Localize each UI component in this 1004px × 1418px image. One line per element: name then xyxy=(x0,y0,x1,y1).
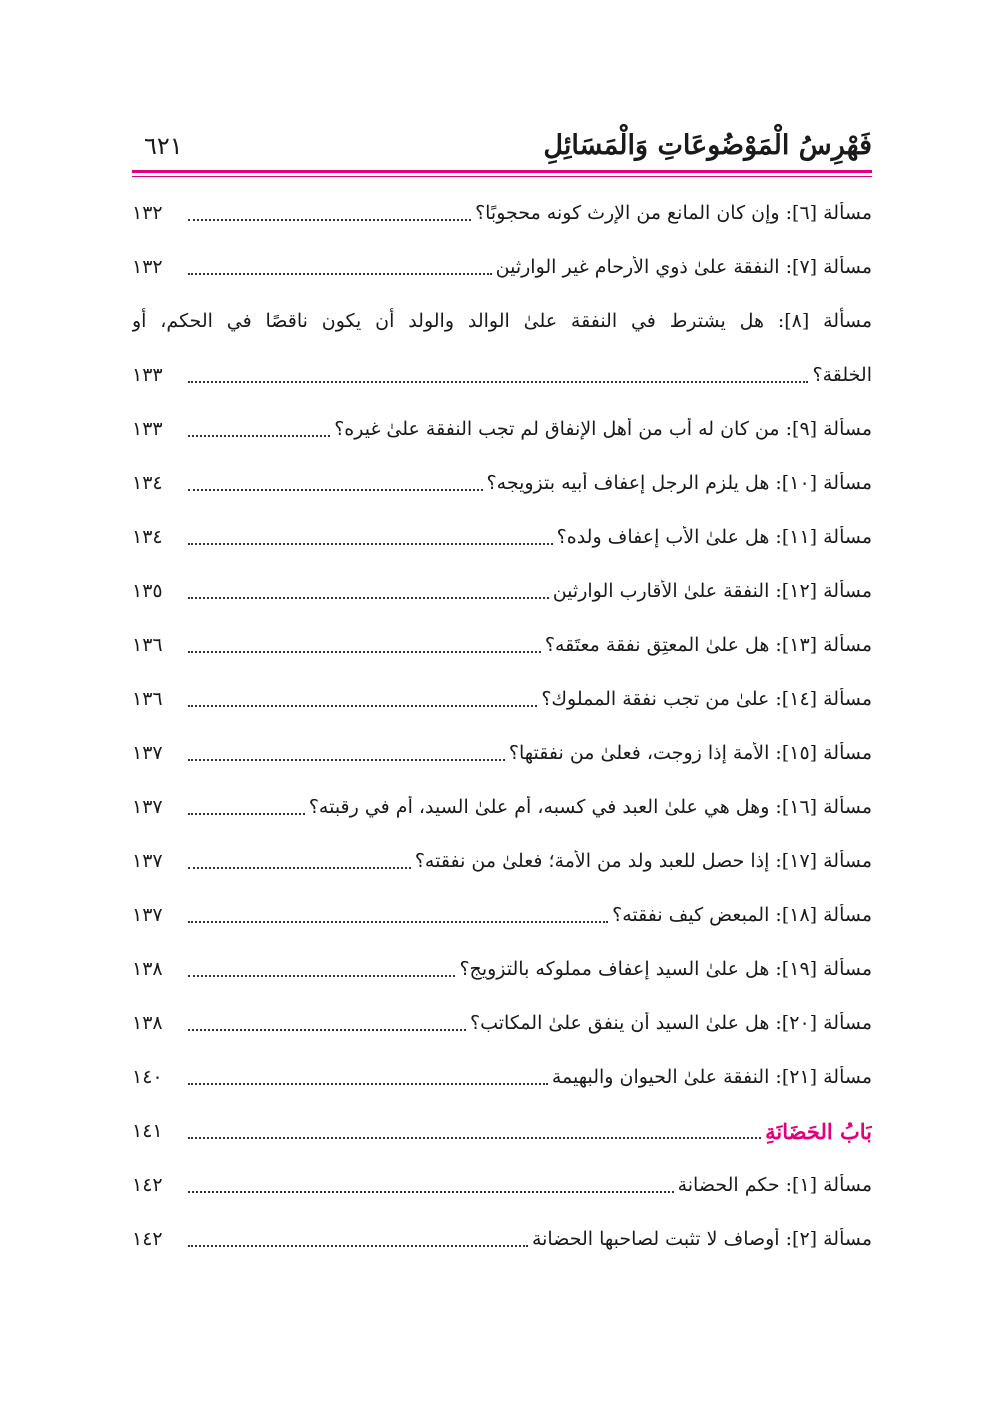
toc-entry-title: مسألة [١٤]: علىٰ من تجب نفقة المملوك؟ xyxy=(541,688,872,710)
toc-entry-title-line-2: الخلقة؟ xyxy=(812,364,872,386)
toc-entry-page: ١٣٧ xyxy=(132,796,163,818)
toc-entry-page: ١٣٧ xyxy=(132,742,163,764)
toc-entry-page: ١٤٠ xyxy=(132,1066,163,1088)
toc-entry-title: مسألة [٩]: من كان له أب من أهل الإنفاق لم تجب النفقة علىٰ غيره؟ xyxy=(334,418,872,440)
toc-entry-page: ١٣٢ xyxy=(132,202,163,224)
toc-entry-issue-14 xyxy=(132,672,872,726)
toc-entry-page: ١٣٣ xyxy=(132,364,163,386)
dot-leader xyxy=(188,273,492,275)
toc-entry-page: ١٣٦ xyxy=(132,634,163,656)
toc-entry-title: مسألة [١٨]: المبعض كيف نفقته؟ xyxy=(612,904,872,926)
toc-entry-issue-12 xyxy=(132,564,872,618)
dot-leader xyxy=(188,219,471,221)
dot-leader xyxy=(188,867,411,869)
toc-entry-page: ١٣٣ xyxy=(132,418,163,440)
toc-entry-title: مسألة [٢٠]: هل علىٰ السيد أن ينفق علىٰ المكاتب؟ xyxy=(470,1012,872,1034)
dot-leader xyxy=(188,1083,548,1085)
toc-entry-page: ١٤٢ xyxy=(132,1228,163,1250)
dot-leader xyxy=(188,1191,674,1193)
toc-entry-title-line-1: مسألة [٨]: هل يشترط في النفقة علىٰ الوالد والولد أن يكون ناقصًا في الحكم، أو xyxy=(132,310,872,332)
toc-entry-issue-20 xyxy=(132,996,872,1050)
toc-entry-title: مسألة [٧]: النفقة علىٰ ذوي الأرحام غير الوارثين xyxy=(495,256,872,278)
toc-entry-issue-18 xyxy=(132,888,872,942)
toc-entry-title: مسألة [١١]: هل علىٰ الأب إعفاف ولده؟ xyxy=(556,526,872,548)
toc-entry-page: ١٤٢ xyxy=(132,1174,163,1196)
toc-entry-title: مسألة [١٣]: هل علىٰ المعتِق نفقة معتَقه؟ xyxy=(544,634,872,656)
toc-entry-title: مسألة [٢١]: النفقة علىٰ الحيوان والبهيمة xyxy=(551,1066,872,1088)
toc-entry-line-2 xyxy=(132,348,872,402)
toc-entry-page: ١٤١ xyxy=(132,1120,163,1142)
toc-entry-page: ١٣٧ xyxy=(132,904,163,926)
toc-entry-issue-16 xyxy=(132,780,872,834)
toc-entry-title: مسألة [١٩]: هل علىٰ السيد إعفاف مملوكه بالتزويج؟ xyxy=(459,958,872,980)
toc-entry-issue-10 xyxy=(132,456,872,510)
toc-entry-page: ١٣٥ xyxy=(132,580,163,602)
toc-entry-issue-17 xyxy=(132,834,872,888)
header-page-number: ٦٢١ xyxy=(144,132,183,160)
header-title: فَهْرِسُ الْمَوْضُوعَاتِ وَالْمَسَائِلِ xyxy=(543,130,872,161)
toc-entry-page: ١٣٤ xyxy=(132,526,163,548)
toc-entry-issue-15 xyxy=(132,726,872,780)
dot-leader xyxy=(188,1245,528,1247)
dot-leader xyxy=(188,759,505,761)
dot-leader xyxy=(188,975,455,977)
toc-entry-issue-9 xyxy=(132,402,872,456)
toc-entry-page: ١٣٨ xyxy=(132,1012,163,1034)
table-of-contents xyxy=(132,186,872,1266)
toc-entry-title: مسألة [١]: حكم الحضانة xyxy=(677,1174,872,1196)
header-rule-thick xyxy=(132,170,872,173)
toc-entry-custody-issue-2 xyxy=(132,1212,872,1266)
toc-entry-title: مسألة [١٧]: إذا حصل للعبد ولد من الأمة؛ فعلىٰ من نفقته؟ xyxy=(414,850,872,872)
toc-entry-title: مسألة [١٦]: وهل هي علىٰ العبد في كسبه، أم علىٰ السيد، أم في رقبته؟ xyxy=(308,796,872,818)
running-header xyxy=(132,122,872,170)
dot-leader xyxy=(188,435,330,437)
header-rule-thin xyxy=(132,176,872,177)
toc-entry-page: ١٣٧ xyxy=(132,850,163,872)
toc-entry-issue-6 xyxy=(132,186,872,240)
dot-leader xyxy=(188,543,553,545)
dot-leader xyxy=(188,705,537,707)
dot-leader xyxy=(188,651,541,653)
dot-leader xyxy=(188,1137,761,1139)
dot-leader xyxy=(188,813,305,815)
toc-entry-title: مسألة [٦]: وإن كان المانع من الإرث كونه محجوبًا؟ xyxy=(475,202,872,224)
dot-leader xyxy=(188,921,608,923)
toc-entry-issue-13 xyxy=(132,618,872,672)
dot-leader xyxy=(188,1029,466,1031)
dot-leader xyxy=(188,381,808,383)
toc-entry-page: ١٣٢ xyxy=(132,256,163,278)
toc-chapter-title: بَابُ الحَضَانَةِ xyxy=(765,1118,872,1144)
toc-entry-chapter-custody xyxy=(132,1104,872,1158)
toc-entry-page: ١٣٨ xyxy=(132,958,163,980)
dot-leader xyxy=(188,597,549,599)
dot-leader xyxy=(188,489,483,491)
toc-entry-custody-issue-1 xyxy=(132,1158,872,1212)
toc-entry-issue-21 xyxy=(132,1050,872,1104)
toc-entry-issue-7 xyxy=(132,240,872,294)
toc-entry-title: مسألة [١٥]: الأمة إذا زوجت، فعلىٰ من نفقتها؟ xyxy=(508,742,872,764)
toc-entry-page: ١٣٦ xyxy=(132,688,163,710)
toc-entry-page: ١٣٤ xyxy=(132,472,163,494)
toc-entry-issue-11 xyxy=(132,510,872,564)
toc-entry-issue-19 xyxy=(132,942,872,996)
toc-entry-title: مسألة [١٢]: النفقة علىٰ الأقارب الوارثين xyxy=(552,580,872,602)
toc-entry-title: مسألة [١٠]: هل يلزم الرجل إعفاف أبيه بتزويجه؟ xyxy=(486,472,872,494)
toc-entry-issue-8 xyxy=(132,294,872,402)
toc-entry-title: مسألة [٢]: أوصاف لا تثبت لصاحبها الحضانة xyxy=(531,1228,872,1250)
